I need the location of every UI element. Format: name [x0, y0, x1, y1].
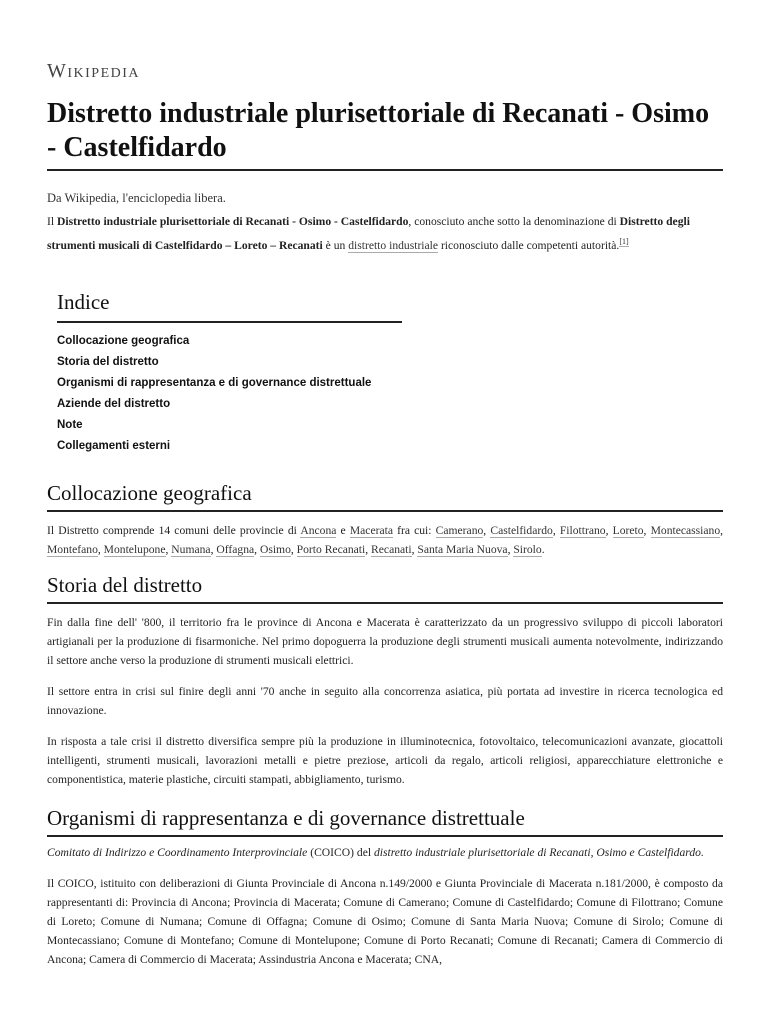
section-paragraph: Il COICO, istituito con deliberazioni di Giunta Provinciale di Ancona n.149/2000 e Giunta Provinciale di Macerata n.181/2000, è composto da rappresentanti di: Provincia di Ancona; Provincia di Macerata; Comune di Camerano; Comune di Castelfidardo; Comune di Filottrano; Comune di Loreto; Comune di Numana; Comune di Offagna; Comune di Osimo; Comune di Santa Maria Nuova; Comune di Sirolo; Comune di Montecassiano; Comune di Montefano; Comune di Montelupone; Comune di Porto Recanati; Comune di Recanati; Camera di Commercio di Ancona; Camera di Commercio di Macerata; Assindustria Ancona e Macerata; CNA,: [47, 877, 723, 966]
link-comune[interactable]: Osimo: [259, 543, 291, 556]
toc-item[interactable]: Note: [57, 419, 83, 431]
tagline: Da Wikipedia, l'enciclopedia libera.: [47, 191, 226, 205]
link-ancona[interactable]: Ancona: [300, 524, 337, 537]
wikipedia-logo[interactable]: [47, 60, 140, 83]
section-paragraph: In risposta a tale crisi il distretto diversifica sempre più la produzione in illuminotecnica, fotovoltaico, telecomunicazioni avanzate, giocattoli intelligenti, strumenti musicali, lavorazioni metalli e pietre preziose, articoli da regalo, articoli religiosi, apparecchiature elettroniche e componentistica, materie plastiche, circuiti stampati, abbigliamento, turismo.: [47, 735, 723, 786]
link-comune[interactable]: Sirolo: [513, 543, 542, 556]
section-paragraph: Fin dalla fine dell' '800, il territorio fra le province di Ancona e Macerata è caratterizzato da un progressivo sviluppo di piccoli laboratori artigianali per la produzione di fisarmoniche. Nel primo dopoguerra la produzione degli strumenti musicali aumenta notevolmente, indirizzando il settore anche verso la produzione di strumenti musicali elettrici.: [47, 616, 723, 667]
link-comune[interactable]: Camerano: [435, 524, 484, 537]
link-comune[interactable]: Montefano: [47, 543, 98, 556]
link-comune[interactable]: Loreto: [612, 524, 644, 537]
toc-item[interactable]: Collegamenti esterni: [57, 440, 171, 452]
section-paragraph: Il settore entra in crisi sul finire degli anni '70 anche in seguito alla concorrenza asiatica, più portata ad investire in ricerca tecnologica ed innovazione.: [47, 685, 723, 717]
toc-title: Indice: [57, 290, 402, 323]
section-storia: [47, 573, 723, 789]
section-heading: Collocazione geografica: [47, 481, 723, 512]
intro-paragraph: Il Distretto industriale plurisettoriale di Recanati - Osimo - Castelfidardo, conosciuto anche sotto la denominazione di Distretto degli strumenti musicali di Castelfidardo – Loreto – Recanati è un distretto industriale riconosciuto dalle competenti autorità.[1]: [47, 215, 690, 252]
link-macerata[interactable]: Macerata: [349, 524, 393, 537]
link-distretto-industriale[interactable]: distretto industriale: [348, 238, 439, 252]
page-title: Distretto industriale plurisettoriale di Recanati - Osimo - Castelfidardo: [47, 97, 723, 171]
link-comune[interactable]: Santa Maria Nuova: [417, 543, 508, 556]
alt-name: Distretto degli strumenti musicali di Castelfidardo – Loreto – Recanati: [47, 215, 690, 252]
link-comune[interactable]: Numana: [171, 543, 211, 556]
link-comune[interactable]: Offagna: [216, 543, 255, 556]
section-organismi: [47, 806, 723, 969]
table-of-contents: [57, 290, 402, 457]
section-paragraph: Il Distretto comprende 14 comuni delle provincie di Ancona e Macerata fra cui: Camerano, Castelfidardo, Filottrano, Loreto, Montecassiano, Montefano, Montelupone, Numana, Offagna, Osimo, Porto Recanati, Recanati, Santa Maria Nuova, Sirolo.: [47, 524, 724, 556]
section-collocazione: [47, 481, 723, 559]
section-heading: Organismi di rappresentanza e di governance distrettuale: [47, 806, 723, 837]
toc-item[interactable]: Organismi di rappresentanza e di governance distrettuale: [57, 377, 372, 389]
toc-item[interactable]: Storia del distretto: [57, 356, 159, 368]
section-heading: Storia del distretto: [47, 573, 723, 604]
link-comune[interactable]: Montecassiano: [650, 524, 721, 537]
link-comune[interactable]: Porto Recanati: [296, 543, 366, 556]
toc-item[interactable]: Collocazione geografica: [57, 335, 190, 347]
toc-item[interactable]: Aziende del distretto: [57, 398, 171, 410]
link-comune[interactable]: Recanati: [371, 543, 412, 556]
reference-1[interactable]: [1]: [619, 237, 629, 246]
link-comune[interactable]: Castelfidardo: [490, 524, 553, 537]
toc-list: [57, 331, 402, 457]
link-comune[interactable]: Filottrano: [559, 524, 606, 537]
section-paragraph: Comitato di Indirizzo e Coordinamento Interprovinciale (COICO) del distretto industriale plurisettoriale di Recanati, Osimo e Castelfidardo.: [47, 846, 704, 859]
logo-text: Wikipedia: [47, 60, 141, 82]
article-name: Distretto industriale plurisettoriale di Recanati - Osimo - Castelfidardo: [56, 215, 409, 228]
link-comune[interactable]: Montelupone: [103, 543, 166, 556]
